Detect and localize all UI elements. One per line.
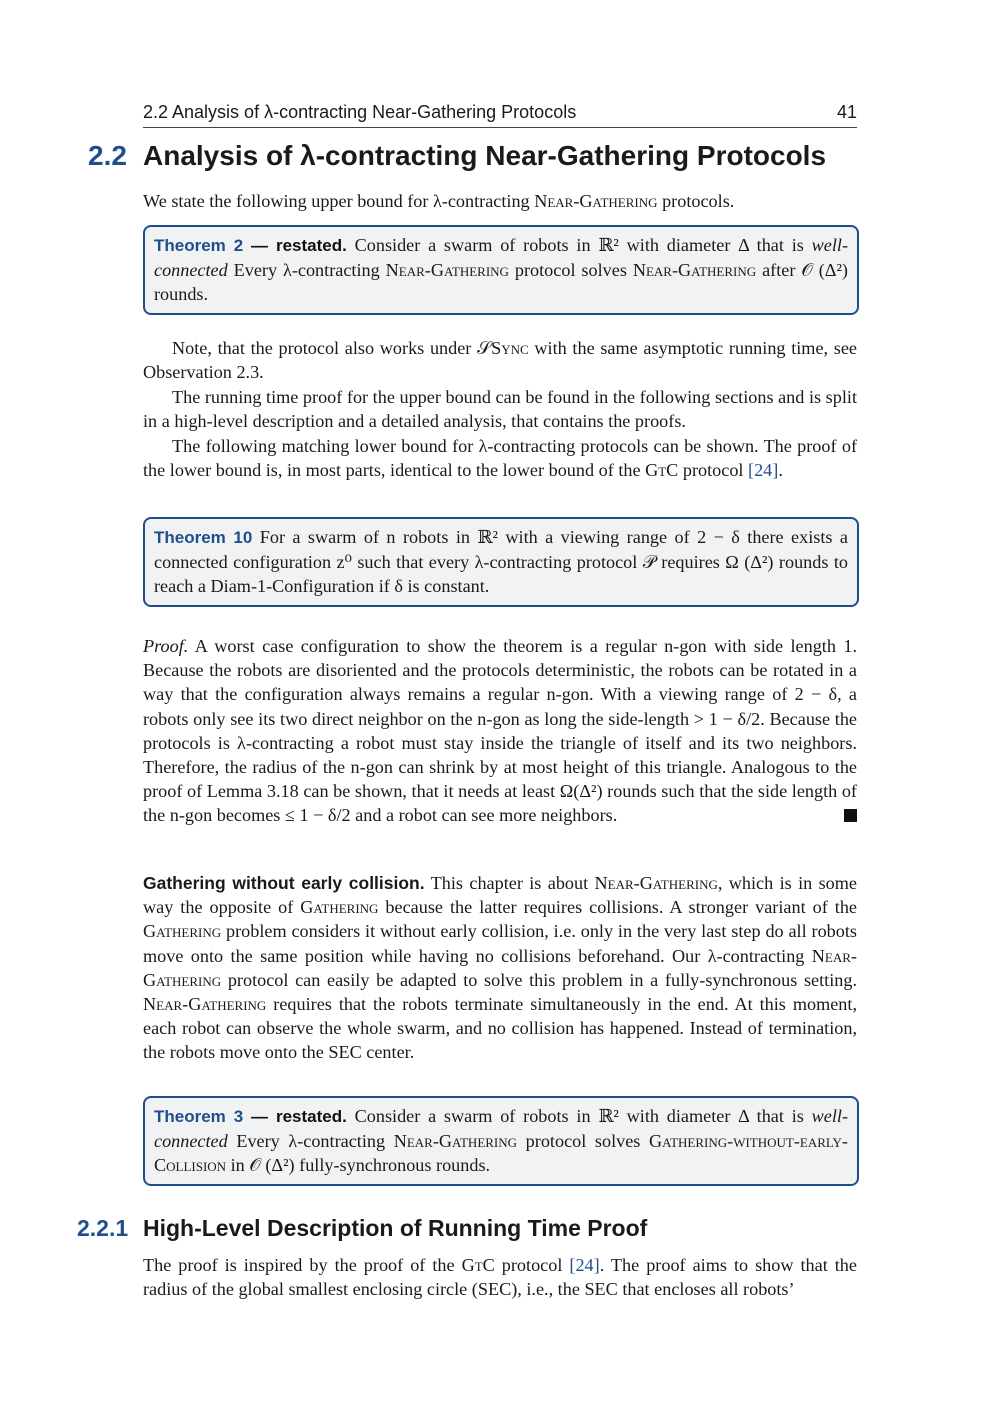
final-gtc: GtC [461,1255,495,1275]
gathering-text-f: requires that the robots terminate simultaneously in the end. At this moment, each robot can observe the whole swarm, and no collision has happened. Instead of termination, the robots move onto the SEC center. [143,994,857,1063]
gathering-near-gathering-1: Near-Gathering [594,873,718,893]
final-text-a: The proof is inspired by the proof of the [143,1255,462,1275]
running-header-title: 2.2 Analysis of λ-contracting Near-Gathering Protocols [143,102,577,122]
lower-bound-text-c: . [778,460,783,481]
section-number: 2.2 [88,140,127,171]
gathering-text-a: This chapter is about [424,873,595,893]
gathering-gathering-2: Gathering [143,921,222,942]
final-paragraph [143,1253,857,1301]
theorem-2-near-gathering-2: Near-Gathering [632,260,757,281]
theorem-10-text: For a swarm of n robots in ℝ² with a viewing range of 2 − δ there exists a connected configuration z⁰ such that every λ-contracting protocol 𝒫 requires Ω (Δ²) rounds to reach a Diam-1-Configuration if δ is constant. [154,527,848,597]
theorem-2-text-d: after 𝒪 (Δ²) rounds. [154,260,848,305]
lower-bound-gtc: GtC [645,460,679,481]
subsection-title: High-Level Description of Running Time Proof [143,1215,648,1241]
theorem-2-text-c: protocol solves [508,260,633,281]
theorem-3-label: Theorem 3 [154,1107,244,1126]
theorem-3-text-c: protocol solves [517,1131,650,1152]
page-number: 41 [836,102,857,122]
intro-text-b: protocols. [657,191,735,211]
note-paragraph [143,336,857,384]
intro-near-gathering: Near-Gathering [534,191,658,211]
gathering-text-b: , which is in some way the opposite of [143,873,857,918]
gathering-text-e: protocol can easily be adapted to solve this problem in a fully-synchronous setting. [221,969,857,990]
theorem-3-note: — restated. [251,1107,347,1126]
proof-label: Proof. [143,636,189,656]
lower-bound-text-a: The following matching lower bound for λ-contracting protocols can be shown. The proof of the lower bound is, in most parts, identical to the lower bound of the [143,436,857,481]
theorem-10-box [143,517,859,607]
citation-link[interactable]: [24] [569,1255,600,1275]
subsection-number: 2.2.1 [77,1215,129,1241]
qed-square-icon [844,809,857,822]
running-time-paragraph: The running time proof for the upper bound can be found in the following sections and is split in a high-level description and a detailed analysis, that contains the proofs. [143,387,857,432]
theorem-3-box [143,1096,859,1186]
proof-paragraph [143,634,857,828]
theorem-2-text-b: Every λ-contracting [227,260,386,281]
final-text-c: . The proof aims to show that the radius of the global smallest enclosing circle (SEC), i.e., the SEC that encloses all robots’ [143,1255,857,1300]
final-text-b: protocol [494,1255,570,1275]
theorem-3-gathering-without-early-collision: Gathering-without-early-Collision [154,1131,848,1176]
subsection-heading [77,1215,647,1242]
note-text-a: Note, that the protocol also works under [172,338,478,358]
theorem-3-text-d: in 𝒪 (Δ²) fully-synchronous rounds. [226,1155,491,1176]
gathering-gathering-1: Gathering [300,897,379,918]
section-title: Analysis of λ-contracting Near-Gathering Protocols [143,140,827,171]
theorem-3-text-a: Consider a swarm of robots in ℝ² with diameter Δ that is [346,1106,812,1126]
theorem-2-near-gathering-1: Near-Gathering [385,260,509,281]
intro-paragraph [143,189,857,213]
theorem-2-label: Theorem 2 [154,236,244,255]
theorem-2-emphasis: well-connected [154,235,849,281]
theorem-2-box [143,225,859,315]
lower-bound-text-b: protocol [678,460,749,481]
citation-link[interactable]: [24] [748,460,779,481]
gathering-text-c: because the latter requires collisions. A stronger variant of the [378,897,857,918]
lower-bound-paragraph [143,434,857,482]
theorem-3-near-gathering: Near-Gathering [393,1131,518,1152]
gathering-text-d: problem considers it without early collision, i.e. only in the very last step do all robots move onto the same position while having no collisions beforehand. Our λ-contracting [143,921,857,966]
theorem-2-note: — restated. [251,236,347,255]
theorem-3-emphasis: well-connected [154,1106,849,1152]
section-heading [88,140,826,172]
theorem-10-label: Theorem 10 [154,528,253,547]
note-ssync: 𝒮Sync [477,338,529,358]
gathering-near-gathering-2: Near-Gathering [143,945,857,990]
intro-text-a: We state the following upper bound for λ-contracting [143,191,535,211]
gathering-lead-heading: Gathering without early collision. [143,873,425,893]
theorem-2-text-a: Consider a swarm of robots in ℝ² with diameter Δ that is [346,235,812,255]
note-text-b: with the same asymptotic running time, see Observation 2.3. [143,338,857,383]
running-header [143,100,857,128]
gathering-near-gathering-3: Near-Gathering [143,994,267,1015]
proof-text: A worst case configuration to show the theorem is a regular n-gon with side length 1. Because the robots are disoriented and the protocols deterministic, the robots can be rotated in a way that the configuration always remains a regular n-gon. With a viewing range of 2 − δ, a robots only see its two direct neighbor on the n-gon as long the side-length > 1 − δ/2. Because the protocols is λ-contracting a robot must stay inside the triangle of itself and its two neighbors. Therefore, the radius of the n-gon can shrink by at most height of this triangle. Analogous to the proof of Lemma 3.18 can be shown, that it needs at least Ω(Δ²) rounds such that the side length of the n-gon becomes ≤ 1 − δ/2 and a robot can see more neighbors. [143,636,857,826]
gathering-paragraph [143,871,857,1065]
theorem-3-text-b: Every λ-contracting [227,1131,394,1152]
